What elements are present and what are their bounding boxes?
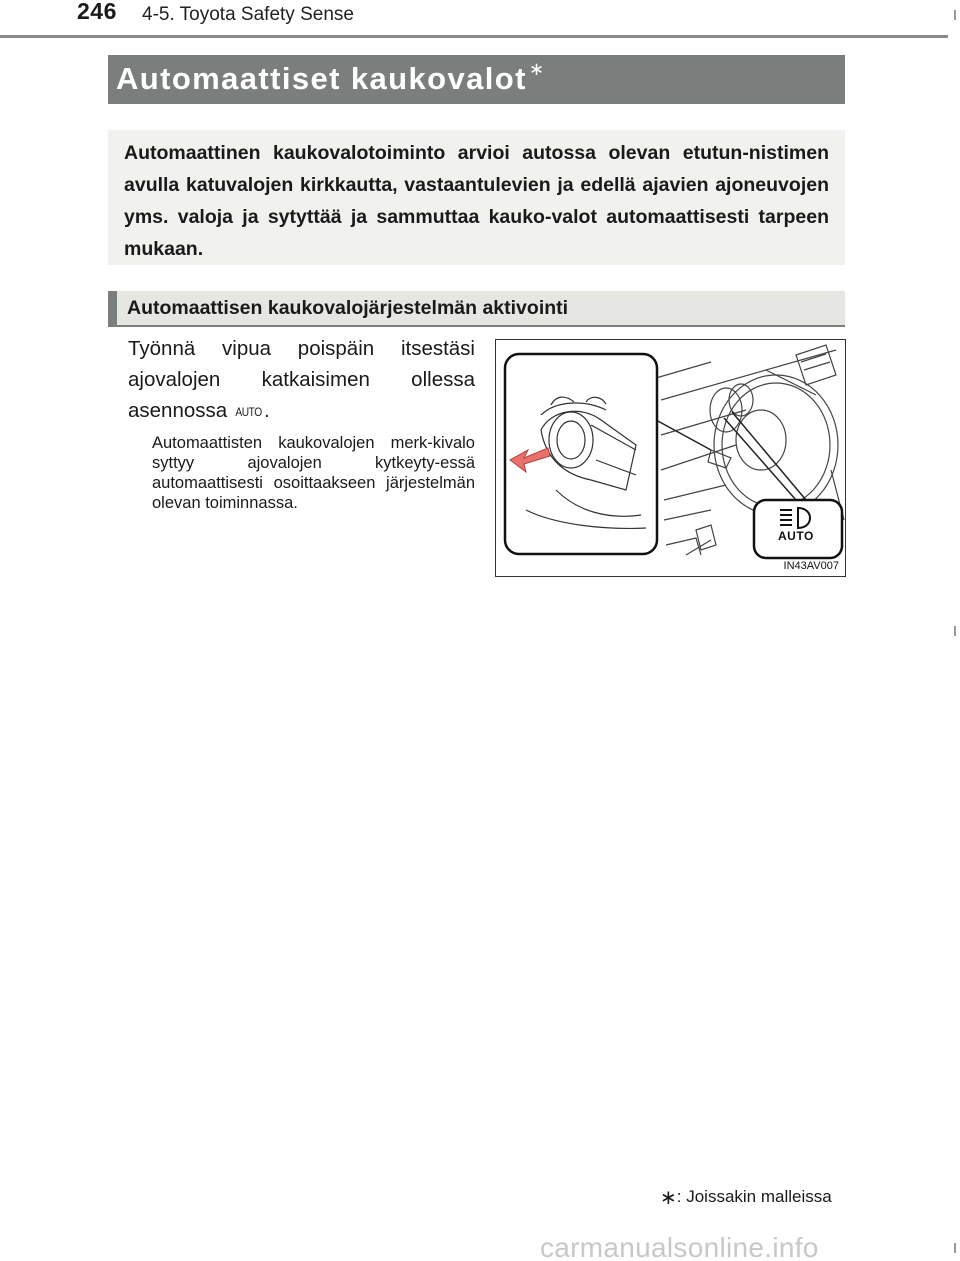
- auto-symbol: AUTO: [235, 405, 262, 419]
- figure-code: IN43AV007: [783, 560, 839, 572]
- title-star-marker: ∗: [528, 59, 546, 79]
- page-number: 246: [77, 0, 117, 24]
- edge-mark-top: [954, 10, 956, 20]
- footnote: [660, 1183, 832, 1208]
- footnote-text: : Joissakin malleissa: [676, 1187, 832, 1206]
- figure-illustration: [495, 339, 846, 577]
- intro-box: [108, 130, 845, 265]
- page-title-text: Automaattiset kaukovalot: [116, 61, 527, 96]
- indicator-note: Automaattisten kaukovalojen merk-kivalo syttyy ajovalojen kytkeyty-essä automaattisesti osoittaakseen järjestelmän olevan toiminnassa.: [152, 434, 475, 512]
- section-label: 4-5. Toyota Safety Sense: [142, 4, 354, 25]
- edge-mark-middle: [954, 626, 956, 636]
- watermark: carmanualsonline.info: [540, 1232, 819, 1261]
- page-title: [116, 61, 545, 97]
- instruction-body: Työnnä vipua poispäin itsestäsi ajovalojen katkaisimen ollessa asennossa: [128, 337, 475, 422]
- indicator-auto-label: AUTO: [778, 529, 814, 543]
- subsection-heading-bar: [108, 291, 117, 325]
- subsection-heading: [108, 291, 845, 327]
- instruction-period: .: [264, 399, 270, 422]
- header-rule: [0, 35, 948, 38]
- instruction-text: [128, 333, 475, 428]
- title-bar: [108, 55, 845, 104]
- intro-text: Automaattinen kaukovalotoiminto arvioi autossa olevan etutun-nistimen avulla katuvalojen kirkkautta, vastaantulevien ja edellä ajavien ajoneuvojen yms. valoja ja sytyttää ja sammuttaa kauko-valot automaattisesti tarpeen mukaan.: [124, 142, 829, 260]
- footnote-star-marker: ∗: [660, 1187, 677, 1209]
- subsection-heading-text: Automaattisen kaukovalojärjestelmän aktivointi: [127, 297, 569, 319]
- edge-mark-bottom: [954, 1243, 956, 1253]
